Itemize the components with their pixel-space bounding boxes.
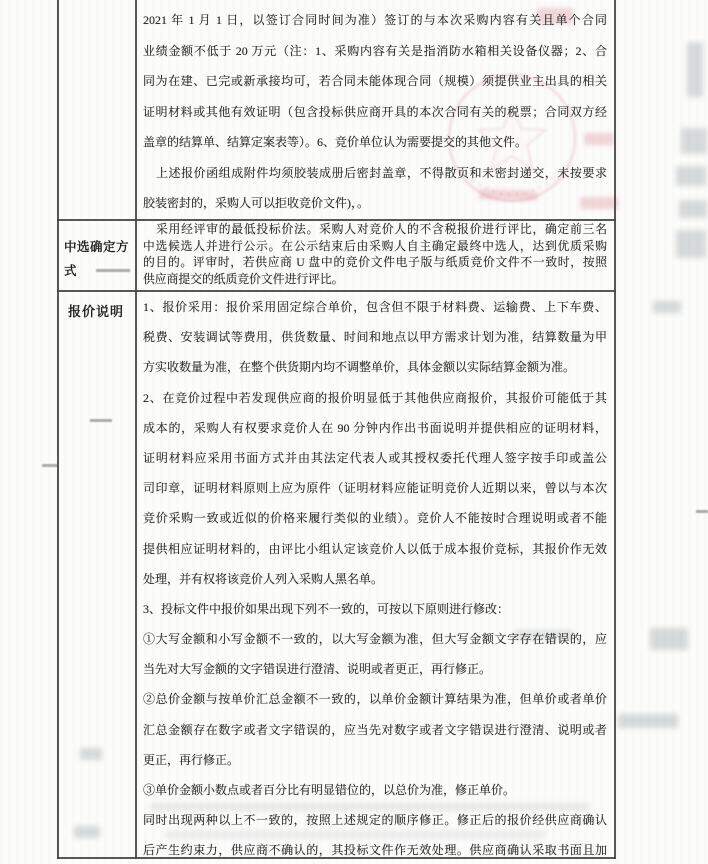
bleedthrough-mark [650,628,688,650]
table-right-border [614,0,616,859]
content-line: 当先对大写金额的文字错误进行澄清、说明或者更正，再行修正。 [143,662,492,677]
content-line: 上述报价函组成附件均须胶装成册后密封盖章，不得散页和未密封递交，未按要求 [156,165,607,180]
row-label: 式 [64,264,77,278]
content-line: 司印章，证明材料原则上应为原件（证明材料应能证明竞价人近期以来，曾以与本次 [143,481,607,496]
content-line: 成本的，采购人有权要求竞价人在 90 分钟内作出书面说明并提供相应的证明材料， [143,420,607,435]
scan-artifact-dash [90,419,112,422]
content-line: 证明材料应采用书面方式并由其法定代表人或其授权委托代理人签字按手印或盖公 [143,450,607,465]
content-line: 同为在建、已完或新承接均可，若合同未能体现合同（规模）须提供业主出具的相关 [143,74,607,88]
content-line: 胶装密封的，采购人可以拒收竞价文件)，。 [143,196,369,210]
content-line: 盖章的结算单、结算定案表等）。6、竞价单位认为需要提交的其他文件。 [143,135,528,149]
content-line: 2、在竞价过程中若发现供应商的报价明显低于其他供应商报价，其报价可能低于其 [143,390,607,405]
bleedthrough-mark [681,128,707,154]
content-line: 税费、安装调试等费用，供货数量、时间和地点以甲方需求计划为准，结算数量为甲 [143,330,607,345]
scan-artifact-dash [42,464,58,467]
bleedthrough-mark [676,230,706,258]
row1-content-cell [143,5,607,221]
bleedthrough-mark [653,301,681,313]
row-label: 报价说明 [68,304,125,319]
content-line: 更正，再行修正。 [143,752,240,767]
content-line: 采用经评审的最低投标价法。采购人对竞价人的不含税报价进行评比，确定前三名 [156,222,607,236]
scan-artifact-dash [696,510,708,513]
content-line: 方实收数量为准，在整个供货期内均不调整单价，具体金额以实际结算金额为准。 [143,360,576,375]
content-line: 的目的。评审时，若供应商 U 盘中的竞价文件电子版与纸质竞价文件不一致时，按照 [143,255,607,269]
scan-artifact-dash [96,269,130,272]
content-line: 1、报价采用：报价采用固定综合单价，包含但不限于材料费、运输费、上下车费、 [143,300,607,314]
content-line: ①大写金额和小写金额不一致的，以大写金额为准，但大写金额文字存在错误的，应 [143,632,607,647]
content-line: 处理，并有权将该竞价人列入采购人黑名单。 [143,571,384,586]
content-line: 供应商提交的纸质竞价文件进行评比。 [143,271,344,286]
content-line: 证明材料或其他有效证明（包含投标供应商开具的本次合同有关的税票；合同双方经 [143,104,607,119]
row3-content-cell [143,292,607,858]
content-line: ②总价金额与按单价汇总金额不一致的，以单价金额计算结果为准，但单价或者单价 [143,692,607,707]
content-line: 中选候选人并进行公示。在公示结束后由采购人自主确定最终中选人，达到优质采购 [143,238,607,253]
content-line: 2021 年 1 月 1 日，以签订合同时间为准）签订的与本次采购内容有关且单个合同 [143,13,607,27]
bleedthrough-mark [74,826,100,838]
table-label-divider [135,0,137,859]
bleedthrough-mark [618,714,678,728]
content-line: 后产生约束力，供应商不确认的，其投标文件作无效处理。供应商确认采取书面且加 [143,843,607,858]
bleedthrough-mark [676,166,706,186]
bleedthrough-mark [687,42,703,97]
bleedthrough-mark [80,748,102,760]
content-line: 3、投标文件中报价如果出现下列不一致的，可按以下原则进行修改： [143,601,510,616]
row2-content-cell [143,221,607,291]
content-line: 提供相应证明材料的，由评比小组认定该竞价人以低于成本报价竞标，其报价作无效 [143,541,607,556]
bleedthrough-mark [679,200,707,218]
content-line: 业绩金额不低于 20 万元（注：1、采购内容有关是指消防水箱相关设备仪器；2、合 [143,43,607,58]
table-left-border [57,0,59,859]
content-line: 同时出现两种以上不一致的，按照上述规定的顺序修正。修正后的报价经供应商确认 [143,813,607,828]
content-line: 竞价采购一致或近似的价格来履行类似的业绩）。竞价人不能按时合理说明或者不能 [143,511,607,526]
content-line: 汇总金额存在数字或者文字错误的，应当先对数字或者文字错误进行澄清、说明或者 [143,722,607,737]
content-line: ③单价金额小数点或者百分比有明显错位的，以总价为准，修正单价。 [143,783,516,797]
row-label: 中选确定方 [64,240,130,254]
